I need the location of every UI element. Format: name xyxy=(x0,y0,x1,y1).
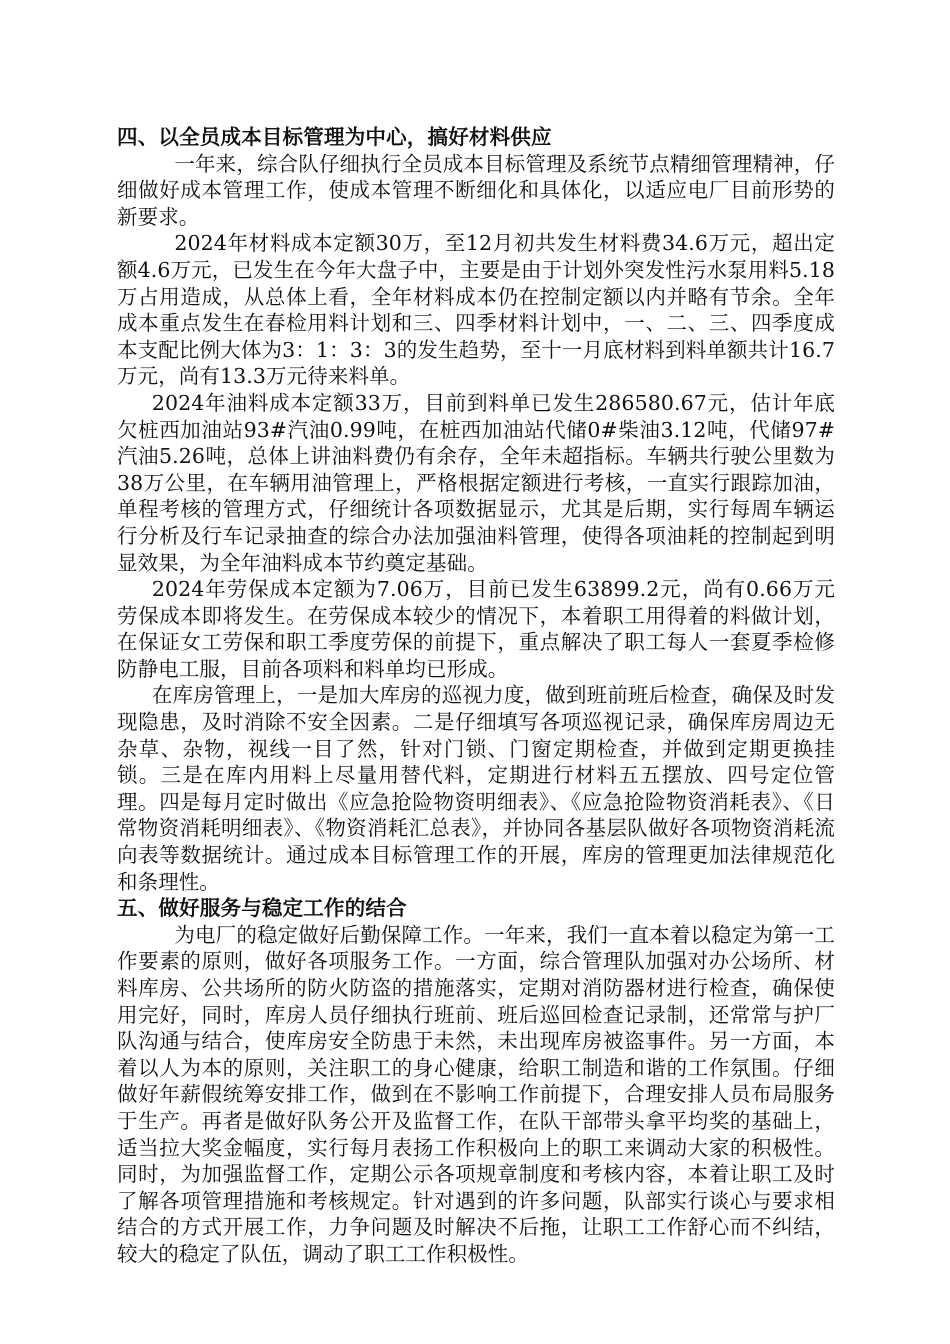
section-5-heading: 五、做好服务与稳定工作的结合 xyxy=(117,896,407,921)
section-4-paragraph-warehouse-management: 在库房管理上，一是加大库房的巡视力度，做到班前班后检查，确保及时发现隐患，及时消除不安全因素。二是仔细填写各项巡视记录，确保库房周边无杂草、杂物，视线一目了然，针对门锁、门窗定期检查，并做到定期更换挂锁。三是在库内用料上尽量用替代料，定期进行材料五五摆放、四号定位管理。四是每月定时做出《应急抢险物资明细表》、《应急抢险物资消耗表》、《日常物资消耗明细表》、《物资消耗汇总表》，并协同各基层队做好各项物资消耗流向表等数据统计。通过成本目标管理工作的开展，库房的管理更加法律规范化和条理性。 xyxy=(117,683,835,894)
document-page xyxy=(117,124,835,1268)
section-4-paragraph-intro: 一年来，综合队仔细执行全员成本目标管理及系统节点精细管理精神，仔细做好成本管理工作，使成本管理不断细化和具体化，以适应电厂目前形势的新要求。 xyxy=(117,151,835,229)
section-4-heading: 四、以全员成本目标管理为中心，搞好材料供应 xyxy=(117,125,552,149)
section-4-paragraph-oil-cost: 2024年油料成本定额33万，目前到料单已发生286580.67元，估计年底欠桩西加油站93#汽油0.99吨，在桩西加油站代储0#柴油3.12吨，代储97#汽油5.26吨，总体上讲油料费仍有余存，全年未超指标。车辆共行驶公里数为38万公里，在车辆用油管理上，严格根据定额进行考核，一直实行跟踪加油，单程考核的管理方式，仔细统计各项数据显示，尤其是后期，实行每周车辆运行分析及行车记录抽查的综合办法加强油料管理，使得各项油耗的控制起到明显效果，为全年油料成本节约奠定基础。 xyxy=(117,390,835,575)
section-4-paragraph-material-cost: 2024年材料成本定额30万，至12月初共发生材料费34.6万元，超出定额4.6万元，已发生在今年大盘子中，主要是由于计划外突发性污水泵用料5.18万占用造成，从总体上看，全年材料成本仍在控制定额以内并略有节余。全年成本重点发生在春检用料计划和三、四季材料计划中，一、二、三、四季度成本支配比例大体为3：1：3：3的发生趋势，至十一月底材料到料单额共计16.7万元，尚有13.3万元待来料单。 xyxy=(117,231,835,389)
section-5-paragraph-service-stability: 为电厂的稳定做好后勤保障工作。一年来，我们一直本着以稳定为第一工作要素的原则，做好各项服务工作。一方面，综合管理队加强对办公场所、材料库房、公共场所的防火防盗的措施落实，定期对消防器材进行检查，确保使用完好，同时，库房人员仔细执行班前、班后巡回检查记录制，还常常与护厂队沟通与结合，使库房安全防患于未然，未出现库房被盗事件。另一方面，本着以人为本的原则，关注职工的身心健康，给职工制造和谐的工作氛围。仔细做好年薪假统筹安排工作，做到在不影响工作前提下，合理安排人员布局服务于生产。再者是做好队务公开及监督工作，在队干部带头拿平均奖的基础上，适当拉大奖金幅度，实行每月表扬工作积极向上的职工来调动大家的积极性。同时，为加强监督工作，定期公示各项规章制度和考核内容，本着让职工及时了解各项管理措施和考核规定。针对遇到的许多问题，队部实行谈心与要求相结合的方式开展工作，力争问题及时解决不后拖，让职工工作舒心而不纠结，较大的稳定了队伍，调动了职工工作积极性。 xyxy=(117,922,835,1266)
section-4-paragraph-labor-protection-cost: 2024年劳保成本定额为7.06万，目前已发生63899.2元，尚有0.66万元劳保成本即将发生。在劳保成本较少的情况下，本着职工用得着的料做计划，在保证女工劳保和职工季度劳保的前提下，重点解决了职工每人一套夏季检修防静电工服，目前各项料和料单均已形成。 xyxy=(117,577,835,681)
